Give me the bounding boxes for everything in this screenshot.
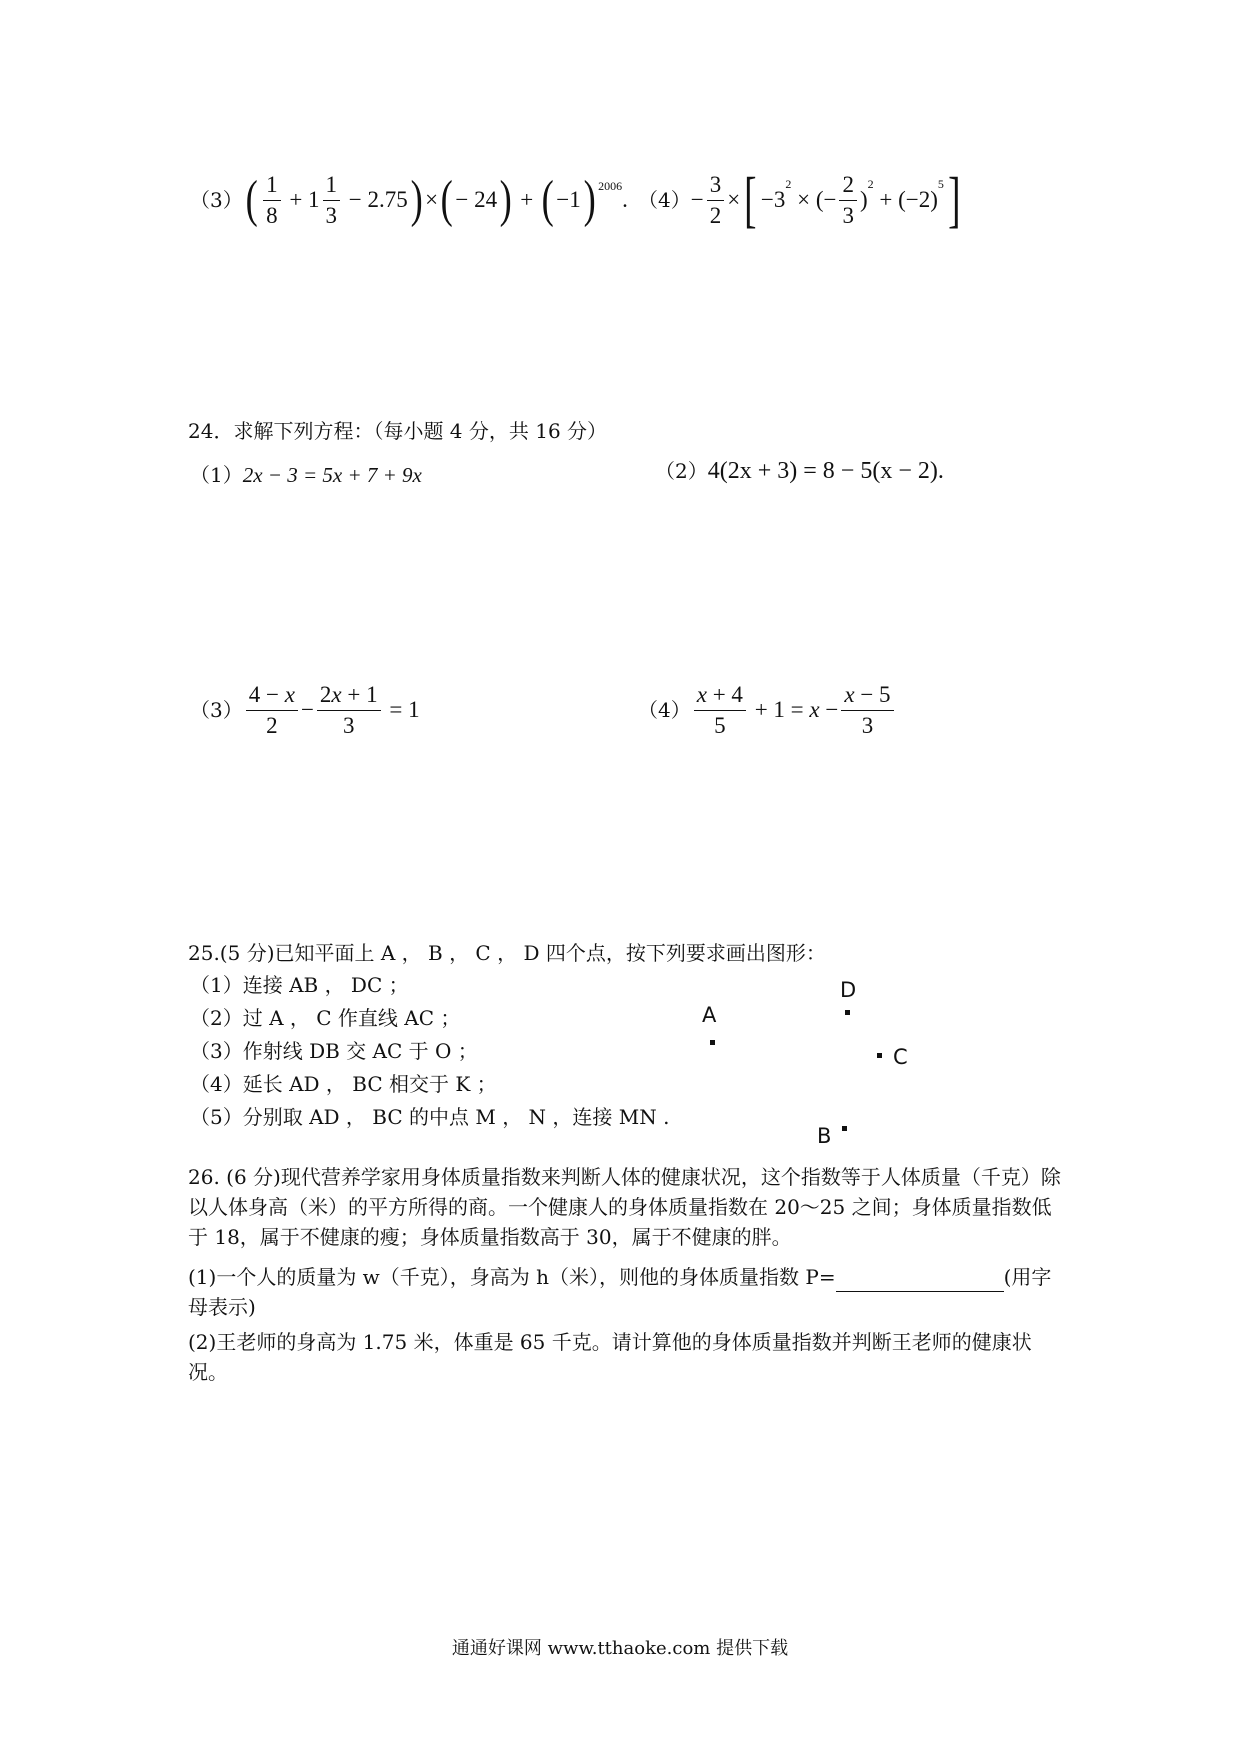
q24-part3-expression: $\frac{4 - x}{2}$ − $\frac{2x + 1}{3}$ = 1: [243, 682, 420, 739]
point-d-marker: [845, 1010, 850, 1015]
q26-part1-suffix: (用字母表示): [188, 1265, 1052, 1319]
q23-part3-label: （3）: [190, 188, 243, 212]
q24-part4-expression: $\frac{x + 4}{5}$ + 1 = x − $\frac{x - 5}{3}$: [691, 682, 897, 739]
point-label-c: C: [893, 1045, 908, 1069]
q24-part4-label: （4）: [638, 698, 691, 722]
q24-part4: [638, 670, 897, 750]
point-label-b: B: [817, 1124, 832, 1148]
q24-part1-expression: 2x − 3 = 5x + 7 + 9x: [242, 462, 422, 487]
q26-part1: [188, 1262, 1068, 1322]
q25-item-2: （2）过 A ， C 作直线 AC ；: [190, 1006, 461, 1030]
q24-part2-expression: 4(2x + 3) = 8 − 5(x − 2).: [707, 457, 944, 484]
q24-part2: [655, 456, 944, 486]
q25-item-1: （1）连接 AB ， DC ；: [190, 973, 409, 997]
point-label-d: D: [840, 978, 857, 1002]
q26-part1-text: (1)一个人的质量为 w（千克），身高为 h（米），则他的身体质量指数 P=: [188, 1265, 836, 1289]
q26-intro: 26. (6 分)现代营养学家用身体质量指数来判断人体的健康状况，这个指数等于人体质量（千克）除以人体身高（米）的平方所得的商。一个健康人的身体质量指数在 20～25 之间；身体质量指数低于 18，属于不健康的瘦；身体质量指数高于 30，属于不健康的胖。: [188, 1165, 1061, 1249]
q24-part3: [190, 670, 420, 750]
q25-title: 25.(5 分)已知平面上 A ， B ， C ， D 四个点，按下列要求画出图形：: [188, 941, 826, 965]
q25-item-5: （5）分别取 AD ， BC 的中点 M ， N ，连接 MN .: [190, 1105, 670, 1129]
q23-part4: [638, 155, 965, 245]
q26-part2: (2)王老师的身高为 1.75 米，体重是 65 千克。请计算他的身体质量指数并判断王老师的健康状况。: [188, 1330, 1032, 1384]
point-a-marker: [710, 1040, 715, 1045]
q25-item-4: （4）延长 AD ， BC 相交于 K ；: [190, 1072, 497, 1096]
q26-answer-blank[interactable]: [836, 1269, 1004, 1292]
q24-part1: [190, 460, 422, 490]
q23-part3-expression: ( $\frac{1}{8}$ + 1 $\frac{1}{3}$ − 2.75 ) × ( − 24 ) + ( −1 ) $^{2006}$ .: [245, 171, 628, 228]
point-b-marker: [842, 1126, 847, 1131]
q23-part4-label: （4）: [638, 188, 691, 212]
page-footer: 通通好课网 www.tthaoke.com 提供下载: [451, 1638, 789, 1659]
q24-title: 24．求解下列方程：（每小题 4 分，共 16 分）: [188, 419, 608, 443]
q24-part3-label: （3）: [190, 698, 243, 722]
q23-part3: [190, 160, 628, 240]
q23-part4-expression: − $\frac{3}{2}$ × [ $-3^2$ × (− $\frac{2}{3}$ )$^2 + (-2)^5$ ]: [690, 166, 961, 234]
q25-item-3: （3）作射线 DB 交 AC 于 O ；: [190, 1039, 478, 1063]
point-c-marker: [877, 1053, 882, 1058]
q24-part1-label: （1）: [190, 463, 243, 487]
q24-part2-label: （2）: [655, 459, 708, 483]
point-label-a: A: [702, 1003, 717, 1027]
